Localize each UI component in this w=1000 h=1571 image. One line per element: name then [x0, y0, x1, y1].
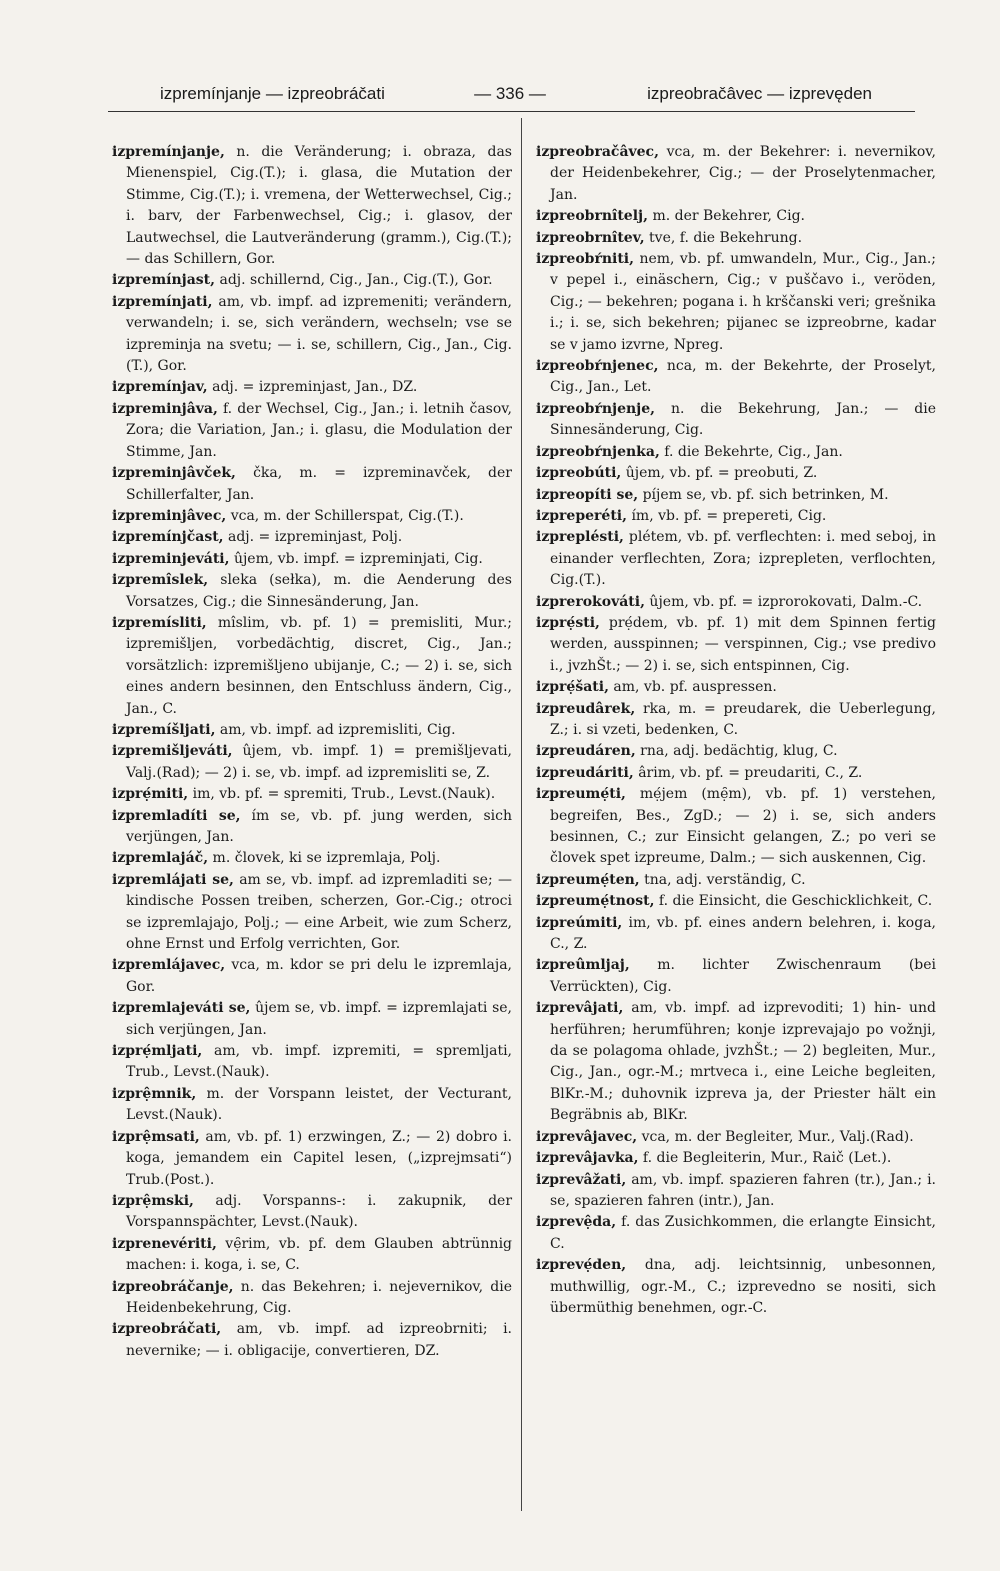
entry-headword: izpreobŕniti, — [536, 251, 634, 268]
entry-headword: izpreobrnîtev, — [536, 229, 645, 246]
dictionary-entry — [536, 1212, 936, 1255]
entry-definition: sleka (sełka), m. die Aenderung des Vorsatzes, Cig.; die Sinnesänderung, Jan. — [126, 572, 512, 610]
entry-definition: ím, vb. pf. = prepereti, Cig. — [631, 507, 827, 524]
dictionary-entry — [112, 741, 512, 784]
entry-definition: ûjem se, vb. impf. = izpremlajati se, sich verjüngen, Jan. — [126, 1000, 513, 1038]
entry-definition: vca, m. der Schillerspat, Cig.(T.). — [230, 507, 464, 524]
entry-definition: nca, m. der Bekehrte, der Proselyt, Cig., Jan., Let. — [550, 358, 936, 396]
entry-headword: izpreobŕnjenje, — [536, 400, 656, 417]
entry-headword: izprẹ́mljati, — [112, 1043, 203, 1060]
dictionary-entry — [536, 913, 936, 956]
dictionary-entry — [536, 1170, 936, 1213]
dictionary-entry — [536, 1255, 936, 1319]
dictionary-entry — [112, 506, 512, 527]
entry-definition: mîslim, vb. pf. 1) = premisliti, Mur.; izpremišljen, vorbedächtig, discret, Cig., Jan.; vorsätzlich: izpremišljeno ubijanje, C.; — 2) i. se, sich eines andern besinnen, den Entschluss ändern, Cig., Jan., C. — [126, 614, 512, 717]
entry-headword: izpreobráčati, — [112, 1321, 222, 1338]
entry-definition: f. die Bekehrte, Cig., Jan. — [664, 443, 843, 460]
dictionary-entry — [536, 699, 936, 742]
dictionary-entry — [112, 399, 512, 463]
entry-headword: izpreûmljaj, — [536, 957, 630, 974]
entry-headword: izpreumẹ́ti, — [536, 786, 626, 803]
entry-headword: izpremínjav, — [112, 379, 208, 396]
entry-definition: ûjem, vb. impf. = izpreminjati, Cig. — [233, 550, 483, 567]
entry-definition: píjem se, vb. pf. sich betrinken, M. — [642, 486, 889, 503]
entry-headword: izpremladíti se, — [112, 807, 241, 824]
entry-definition: am, vb. pf. auspressen. — [613, 679, 777, 696]
entry-headword: izprevâjavec, — [536, 1128, 638, 1145]
dictionary-entry — [536, 677, 936, 698]
entry-headword: izpreminjâvček, — [112, 465, 236, 482]
entry-definition: adj. Vorspanns-: i. zakupnik, der Vorspannspächter, Levst.(Nauk). — [126, 1192, 513, 1231]
dictionary-entry — [112, 1041, 512, 1084]
entry-definition: n. das Bekehren; i. nejevernikov, die Heidenbekehrung, Cig. — [126, 1278, 512, 1316]
dictionary-entry — [536, 955, 936, 998]
entry-headword: izpreobŕnjenec, — [536, 358, 659, 375]
dictionary-entry — [112, 1234, 512, 1277]
column-divider — [521, 118, 522, 1511]
entry-definition: am, vb. impf. ad izpremisliti, Cig. — [219, 721, 456, 738]
entry-definition: vca, m. der Begleiter, Mur., Valj.(Rad). — [641, 1128, 914, 1145]
entry-headword: izpremlájavec, — [112, 957, 226, 974]
dictionary-entry — [112, 377, 512, 398]
header-left-guide: izpremínjanje — izpreobráčati — [160, 84, 385, 103]
dictionary-entry — [536, 592, 936, 613]
entry-definition: am se, vb. impf. ad izpremladiti se; — kindische Possen treiben, scherzen, Gor.-Cig.; otroci se izpremlajajo, Polj.; — eine Arbeit, wie zum Scherz, ohne Ernst und Erfolg verrichten, Gor. — [126, 871, 512, 953]
entry-headword: izpreobračâvec, — [536, 144, 659, 160]
entry-headword: izpreminjeváti, — [112, 550, 230, 567]
dictionary-entry — [112, 720, 512, 741]
entry-headword: izpremínjati, — [112, 293, 213, 310]
dictionary-entry — [536, 891, 936, 912]
entry-headword: izpreobráčanje, — [112, 1278, 234, 1295]
dictionary-entry — [536, 506, 936, 527]
entry-headword: izpremíšljati, — [112, 721, 216, 738]
dictionary-entry — [112, 1191, 512, 1234]
header-right-guide: izpreobračâvec — izprevęden — [647, 84, 872, 103]
entry-headword: izpremísliti, — [112, 614, 207, 631]
entry-definition: ûjem, vb. impf. 1) = premišljevati, Valj.(Rad); — 2) i. se, vb. impf. ad izpremisliti se, Z. — [126, 743, 512, 781]
dictionary-entry — [536, 142, 936, 206]
dictionary-entry — [112, 463, 512, 506]
dictionary-entry — [536, 784, 936, 870]
dictionary-entry — [536, 870, 936, 891]
dictionary-entry — [112, 806, 512, 849]
dictionary-entry — [536, 527, 936, 591]
entry-headword: izpreúmiti, — [536, 914, 623, 931]
dictionary-entry — [112, 570, 512, 613]
entry-headword: izpremišljeváti, — [112, 743, 233, 760]
entry-definition: am, vb. impf. ad izpreobrniti; i. nevernike; — i. obligacije, convertieren, DZ. — [126, 1321, 512, 1359]
entry-headword: izpremínjčast, — [112, 529, 224, 546]
dictionary-entry — [112, 1084, 512, 1127]
page-header — [110, 76, 910, 106]
dictionary-entry — [112, 613, 512, 720]
entry-definition: tve, f. die Bekehrung. — [649, 229, 803, 246]
entry-headword: izpreobŕnjenka, — [536, 443, 660, 460]
entry-definition: am, vb. impf. spazieren fahren (tr.), Jan.; i. se, spazieren fahren (intr.), Jan. — [550, 1171, 937, 1209]
entry-definition: ûjem, vb. pf. = preobuti, Z. — [625, 465, 818, 482]
dictionary-entry — [112, 1277, 512, 1320]
entry-definition: am, vb. pf. 1) erzwingen, Z.; — 2) dobro i. koga, jemandem ein Capitel lesen, („izprejmsati“) Trub.(Post.). — [126, 1128, 512, 1188]
entry-headword: izpremínjanje, — [112, 144, 225, 160]
entry-definition: m. der Bekehrer, Cig. — [652, 208, 805, 225]
left-column — [112, 142, 512, 1362]
entry-definition: m. der Vorspann leistet, der Vecturant, Levst.(Nauk). — [126, 1085, 513, 1124]
entry-headword: izprẹ́šati, — [536, 679, 609, 696]
header-rule — [108, 111, 915, 112]
dictionary-entry — [536, 249, 936, 356]
dictionary-entry — [112, 848, 512, 869]
dictionary-entry — [536, 613, 936, 677]
entry-headword: izpremlajeváti se, — [112, 1000, 251, 1017]
dictionary-entry — [536, 1148, 936, 1169]
entry-definition: f. die Einsicht, die Geschicklichkeit, C. — [658, 893, 933, 910]
entry-headword: izpreplésti, — [536, 529, 624, 546]
entry-headword: izpreminjâvec, — [112, 507, 227, 524]
entry-definition: n. die Bekehrung, Jan.; — die Sinnesänderung, Cig. — [550, 400, 936, 439]
entry-definition: n. die Veränderung; i. obraza, das Mienenspiel, Cig.(T.); i. glasa, die Mutation der Stimme, Cig.(T.); i. vremena, der Wetterwechsel, Cig.; i. barv, der Farbenwechsel, Cig.; i. glasov, der Lautwechsel, die Lautveränderung (gramm.), Cig.(T.); — das Schillern, Gor. — [126, 144, 512, 268]
entry-headword: izprevâjati, — [536, 1000, 624, 1017]
entry-headword: izpreperéti, — [536, 507, 627, 524]
entry-headword: izpreumẹ́tnost, — [536, 893, 655, 910]
entry-definition: am, vb. impf. ad izpremeniti; verändern, verwandeln; i. se, sich verändern, wechseln; vse se izpreminja na svetu; — i. se, schillern, Cig., Jan., Cig.(T.), Gor. — [126, 293, 513, 375]
entry-definition: rna, adj. bedächtig, klug, C. — [640, 743, 838, 760]
entry-definition: adj. = izpreminjast, Polj. — [228, 529, 403, 546]
entry-headword: izpreopíti se, — [536, 486, 639, 503]
entry-definition: prẹ́dem, vb. pf. 1) mit dem Spinnen fertig werden, ausspinnen; — verspinnen, Cig.; vse predivo i., jvzhŠt.; — 2) i. se, sich entspinnen, Cig. — [550, 614, 937, 674]
entry-headword: izprệmsati, — [112, 1128, 200, 1145]
entry-definition: f. das Zusichkommen, die erlangte Einsicht, C. — [550, 1214, 936, 1252]
entry-headword: izprevâjavka, — [536, 1150, 639, 1167]
entry-definition: plétem, vb. pf. verflechten: i. med seboj, in einander verflechten, Zora; izprepleten, verflochten, Cig.(T.). — [550, 529, 936, 589]
entry-definition: adj. schillernd, Cig., Jan., Cig.(T.), Gor. — [219, 272, 493, 289]
entry-definition: m. lichter Zwischenraum (bei Verrückten), Cig. — [550, 957, 937, 995]
entry-definition: am, vb. impf. izpremiti, = spremljati, Trub., Levst.(Nauk). — [126, 1043, 512, 1081]
entry-headword: izpremîslek, — [112, 572, 209, 589]
dictionary-entry — [536, 228, 936, 249]
entry-definition: f. die Begleiterin, Mur., Raič (Let.). — [642, 1150, 892, 1167]
dictionary-entry — [536, 763, 936, 784]
entry-definition: am, vb. impf. ad izprevoditi; 1) hin- und herführen; herumführen; konje izprevajajo po vožnji, da se polagoma ohlade, jvzhŠt.; — 2) begleiten, Mur., Cig., Jan., ogr.-M.; mrtveca i., eine Leiche begleiten, BlKr.-M.; duhovnik izpreva ja, der Priester hält ein Begräbnis ab, BlKr. — [550, 1000, 936, 1124]
entry-definition: im, vb. pf. eines andern belehren, i. koga, C., Z. — [550, 914, 936, 953]
entry-headword: izprerokováti, — [536, 593, 645, 610]
entry-headword: izpreobrnîtelj, — [536, 208, 648, 225]
entry-headword: izpreumẹ́ten, — [536, 871, 640, 888]
entry-headword: izprệmski, — [112, 1192, 194, 1209]
entry-definition: dna, adj. leichtsinnig, unbesonnen, muthwillig, ogr.-M., C.; izprevedno se nositi, sich übermüthig benehmen, ogr.-C. — [550, 1257, 936, 1316]
entry-headword: izpremínjast, — [112, 272, 216, 289]
page-number: — 336 — — [474, 84, 546, 103]
entry-headword: izprevệda, — [536, 1214, 617, 1231]
entry-definition: tna, adj. verständig, C. — [644, 871, 806, 888]
entry-definition: ím se, vb. pf. jung werden, sich verjüngen, Jan. — [126, 807, 512, 845]
dictionary-entry — [536, 463, 936, 484]
dictionary-entry — [536, 998, 936, 1126]
dictionary-entry — [536, 1127, 936, 1148]
entry-definition: f. der Wechsel, Cig., Jan.; i. letnih časov, Zora; die Variation, Jan.; i. glasu, die Modulation der Stimme, Jan. — [126, 400, 512, 460]
dictionary-entry — [536, 356, 936, 399]
entry-definition: m. človek, ki se izpremlaja, Polj. — [212, 850, 441, 867]
dictionary-entry — [112, 955, 512, 998]
entry-headword: izpreobúti, — [536, 465, 622, 482]
entry-definition: im, vb. pf. = spremiti, Trub., Levst.(Nauk). — [192, 786, 496, 803]
entry-headword: izpreudârek, — [536, 700, 636, 717]
entry-definition: ûjem, vb. pf. = izprorokovati, Dalm.-C. — [649, 593, 923, 610]
dictionary-entry — [112, 1127, 512, 1191]
entry-definition: ârim, vb. pf. = preudariti, C., Z. — [638, 764, 863, 781]
dictionary-entry — [112, 527, 512, 548]
dictionary-entry — [112, 270, 512, 291]
dictionary-entry — [112, 549, 512, 570]
entry-headword: izpreudáren, — [536, 743, 636, 760]
entry-headword: izprệmnik, — [112, 1085, 197, 1102]
dictionary-entry — [112, 1319, 512, 1362]
dictionary-entry — [536, 399, 936, 442]
dictionary-entry — [112, 142, 512, 270]
entry-headword: izprevẹ́den, — [536, 1257, 627, 1274]
dictionary-entry — [112, 998, 512, 1041]
dictionary-entry — [536, 442, 936, 463]
entry-definition: vẹ̑rim, vb. pf. dem Glauben abtrünnig machen: i. koga, i. se, C. — [126, 1235, 513, 1274]
dictionary-entry — [112, 870, 512, 956]
entry-headword: izprẹ́sti, — [536, 614, 600, 631]
entry-definition: vca, m. kdor se pri delu le izpremlaja, Gor. — [126, 957, 512, 995]
entry-definition: vca, m. der Bekehrer: i. nevernikov, der Heidenbekehrer, Cig.; — der Proselytenmacher, Jan. — [550, 144, 937, 203]
dictionary-entry — [536, 741, 936, 762]
entry-headword: izprevâžati, — [536, 1171, 627, 1188]
dictionary-entry — [112, 292, 512, 378]
entry-headword: izpreminjâva, — [112, 400, 218, 417]
entry-headword: izprenevériti, — [112, 1235, 217, 1252]
entry-headword: izpremlajáč, — [112, 850, 209, 867]
entry-headword: izprẹ́miti, — [112, 786, 189, 803]
dictionary-entry — [112, 784, 512, 805]
dictionary-entry — [536, 206, 936, 227]
entry-definition: rka, m. = preudarek, die Ueberlegung, Z.; i. si vzeti, bedenken, C. — [550, 700, 936, 738]
entry-definition: nem, vb. pf. umwandeln, Mur., Cig., Jan.; v pepel i., einäschern, Cig.; v puščavo i., veröden, Cig.; — bekehren; pogana i. h krščanski veri; grešnika i.; i. se, sich bekehren; pijanec se izpreobrne, kadar se v jamo izvrne, Npreg. — [550, 251, 937, 353]
entry-definition: čka, m. = izpreminavček, der Schillerfalter, Jan. — [126, 465, 512, 503]
entry-headword: izpremlájati se, — [112, 871, 234, 888]
entry-definition: mẹ́jem (mẹ̑m), vb. pf. 1) verstehen, begreifen, Bes., ZgD.; — 2) i. se, sich anders besinnen, C.; zur Einsicht gelangen, Z.; po veri se človek spet izpreume, Dalm.; — sich auskennen, Cig. — [550, 786, 936, 867]
dictionary-entry — [536, 485, 936, 506]
entry-headword: izpreudáriti, — [536, 764, 634, 781]
entry-definition: adj. = izpreminjast, Jan., DZ. — [212, 379, 418, 396]
right-column — [536, 142, 936, 1319]
